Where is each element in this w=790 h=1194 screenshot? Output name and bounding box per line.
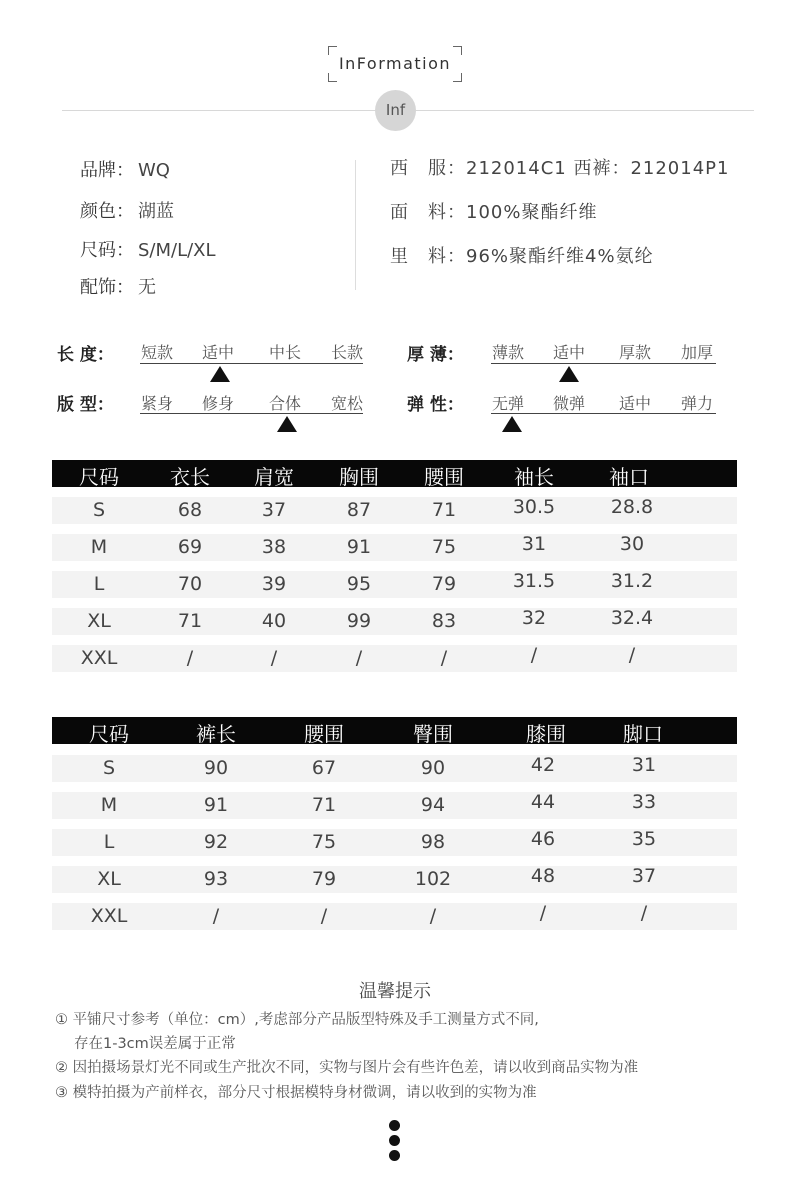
table-cell: 102 [414, 868, 452, 890]
table-row [52, 755, 737, 782]
column-header: 衣长 [170, 465, 210, 489]
table-cell: XXL [80, 647, 118, 669]
inf-badge: Inf [375, 90, 416, 131]
table-cell: 83 [431, 610, 457, 632]
scale-marker-icon [502, 416, 522, 432]
table-cell: 39 [261, 573, 287, 595]
column-header: 尺码 [89, 722, 129, 746]
table-cell: / [355, 647, 363, 669]
table-cell: 91 [203, 794, 229, 816]
table-row [52, 608, 737, 635]
scale-label-fit: 版 型： [57, 395, 114, 415]
column-header: 尺码 [79, 465, 119, 489]
scale-label-length: 长 度： [57, 345, 114, 365]
info-value: 无 [138, 277, 156, 298]
table-cell: 90 [203, 757, 229, 779]
table-cell: / [320, 905, 328, 927]
column-header: 腰围 [424, 465, 464, 489]
table-cell: 87 [346, 499, 372, 521]
table-cell: / [539, 902, 547, 924]
table-cell: 32 [521, 607, 547, 629]
scale-marker-icon [210, 366, 230, 382]
table-cell: 30 [619, 533, 645, 555]
scale-option: 无弹 [492, 394, 525, 413]
scale-option: 宽松 [331, 394, 364, 413]
scale-option: 紧身 [141, 394, 174, 413]
info-value: WQ [138, 160, 170, 181]
scale-line [491, 413, 716, 414]
note-item: ③ 模特拍摄为产前样衣，部分尺寸根据模特身材微调，请以收到的实物为准 [55, 1085, 537, 1101]
table-cell: 95 [346, 573, 372, 595]
table-cell: / [440, 647, 448, 669]
scale-option: 长款 [331, 343, 364, 362]
info-label: 品牌： [80, 160, 134, 181]
table-cell: XL [87, 610, 111, 632]
table-cell: 94 [420, 794, 446, 816]
table-cell: 48 [530, 865, 556, 887]
scale-line [140, 363, 363, 364]
info-divider [355, 160, 356, 290]
table-cell: / [270, 647, 278, 669]
table-cell: 37 [631, 865, 657, 887]
table-cell: 68 [177, 499, 203, 521]
table-cell: 33 [631, 791, 657, 813]
table-cell: 31.2 [610, 570, 654, 592]
table-cell: 40 [261, 610, 287, 632]
table-cell: 71 [431, 499, 457, 521]
table-cell: 79 [431, 573, 457, 595]
table-cell: 37 [261, 499, 287, 521]
table-row [52, 829, 737, 856]
scale-line [491, 363, 716, 364]
table-cell: / [530, 644, 538, 666]
jacket-table-header [52, 460, 737, 487]
table-cell: / [628, 644, 636, 666]
info-label: 配饰： [80, 277, 134, 298]
scale-line [140, 413, 363, 414]
scale-option: 薄款 [492, 343, 525, 362]
table-row [52, 534, 737, 561]
table-cell: 31.5 [512, 570, 556, 592]
info-brand [80, 156, 170, 182]
dot-icon [389, 1135, 400, 1146]
info-size [80, 236, 216, 262]
table-row [52, 792, 737, 819]
table-cell: 70 [177, 573, 203, 595]
scale-label-thickness: 厚 薄： [407, 345, 464, 365]
dot-icon [389, 1150, 400, 1161]
note-item: ② 因拍摄场景灯光不同或生产批次不同，实物与图片会有些许色差，请以收到商品实物为准 [55, 1060, 639, 1076]
scale-option: 短款 [141, 343, 174, 362]
scale-option: 修身 [202, 394, 235, 413]
table-cell: 67 [311, 757, 337, 779]
info-label: 颜色： [80, 201, 134, 222]
table-cell: S [102, 757, 116, 779]
table-cell: / [212, 905, 220, 927]
table-row [52, 866, 737, 893]
table-cell: S [92, 499, 106, 521]
table-cell: 35 [631, 828, 657, 850]
column-header: 胸围 [339, 465, 379, 489]
table-cell: 31 [521, 533, 547, 555]
table-row [52, 645, 737, 672]
table-cell: M [90, 536, 108, 558]
info-accessory [80, 273, 156, 299]
column-header: 膝围 [526, 722, 566, 746]
scale-option: 合体 [269, 394, 302, 413]
column-header: 脚口 [623, 722, 663, 746]
scale-option: 加厚 [681, 343, 714, 362]
table-cell: 93 [203, 868, 229, 890]
table-cell: 30.5 [512, 496, 556, 518]
table-cell: 42 [530, 754, 556, 776]
scale-option: 厚款 [619, 343, 652, 362]
column-header: 袖口 [609, 465, 649, 489]
table-cell: / [186, 647, 194, 669]
table-row [52, 903, 737, 930]
table-row [52, 497, 737, 524]
dot-icon [389, 1120, 400, 1131]
table-cell: 31 [631, 754, 657, 776]
column-header: 袖长 [514, 465, 554, 489]
scale-option: 适中 [619, 394, 652, 413]
table-cell: 98 [420, 831, 446, 853]
scale-option: 中长 [269, 343, 302, 362]
table-cell: 46 [530, 828, 556, 850]
info-fabric: 面 料：100%聚酯纤维 [390, 202, 598, 223]
table-cell: L [93, 573, 105, 595]
table-cell: 91 [346, 536, 372, 558]
table-cell: 38 [261, 536, 287, 558]
table-cell: L [103, 831, 115, 853]
note-item: ① 平铺尺寸参考（单位：cm）,考虑部分产品版型特殊及手工测量方式不同, [55, 1012, 539, 1028]
pants-table-header [52, 717, 737, 744]
info-label: 尺码： [80, 240, 134, 261]
table-cell: M [100, 794, 118, 816]
info-color [80, 197, 174, 223]
frame-corner [453, 73, 462, 82]
scale-marker-icon [277, 416, 297, 432]
column-header: 肩宽 [254, 465, 294, 489]
table-cell: XL [97, 868, 121, 890]
scale-option: 适中 [202, 343, 235, 362]
table-cell: 71 [311, 794, 337, 816]
info-style-code: 西 服：212014C1 西裤：212014P1 [390, 158, 730, 179]
info-lining: 里 料：96%聚酯纤维4%氨纶 [390, 246, 654, 267]
scale-option: 适中 [553, 343, 586, 362]
table-cell: 79 [311, 868, 337, 890]
frame-corner [328, 73, 337, 82]
column-header: 腰围 [304, 722, 344, 746]
scale-option: 弹力 [681, 394, 714, 413]
table-cell: 92 [203, 831, 229, 853]
scale-marker-icon [559, 366, 579, 382]
table-cell: 28.8 [610, 496, 654, 518]
table-cell: 44 [530, 791, 556, 813]
column-header: 裤长 [196, 722, 236, 746]
table-row [52, 571, 737, 598]
brand-title-frame [328, 46, 462, 82]
table-cell: XXL [90, 905, 128, 927]
table-cell: 90 [420, 757, 446, 779]
column-header: 臀围 [413, 722, 453, 746]
table-cell: 75 [431, 536, 457, 558]
table-cell: 99 [346, 610, 372, 632]
table-cell: 71 [177, 610, 203, 632]
table-cell: 75 [311, 831, 337, 853]
scale-option: 微弹 [553, 394, 586, 413]
table-cell: 69 [177, 536, 203, 558]
info-value: 湖蓝 [138, 201, 174, 222]
notes-title: 温馨提示 [359, 981, 431, 1002]
scale-label-elasticity: 弹 性： [407, 395, 464, 415]
note-item: 存在1-3cm误差属于正常 [74, 1036, 236, 1052]
table-cell: / [429, 905, 437, 927]
table-cell: 32.4 [610, 607, 654, 629]
brand-title: InFormation [338, 54, 452, 73]
info-value: S/M/L/XL [138, 240, 216, 261]
table-cell: / [640, 902, 648, 924]
